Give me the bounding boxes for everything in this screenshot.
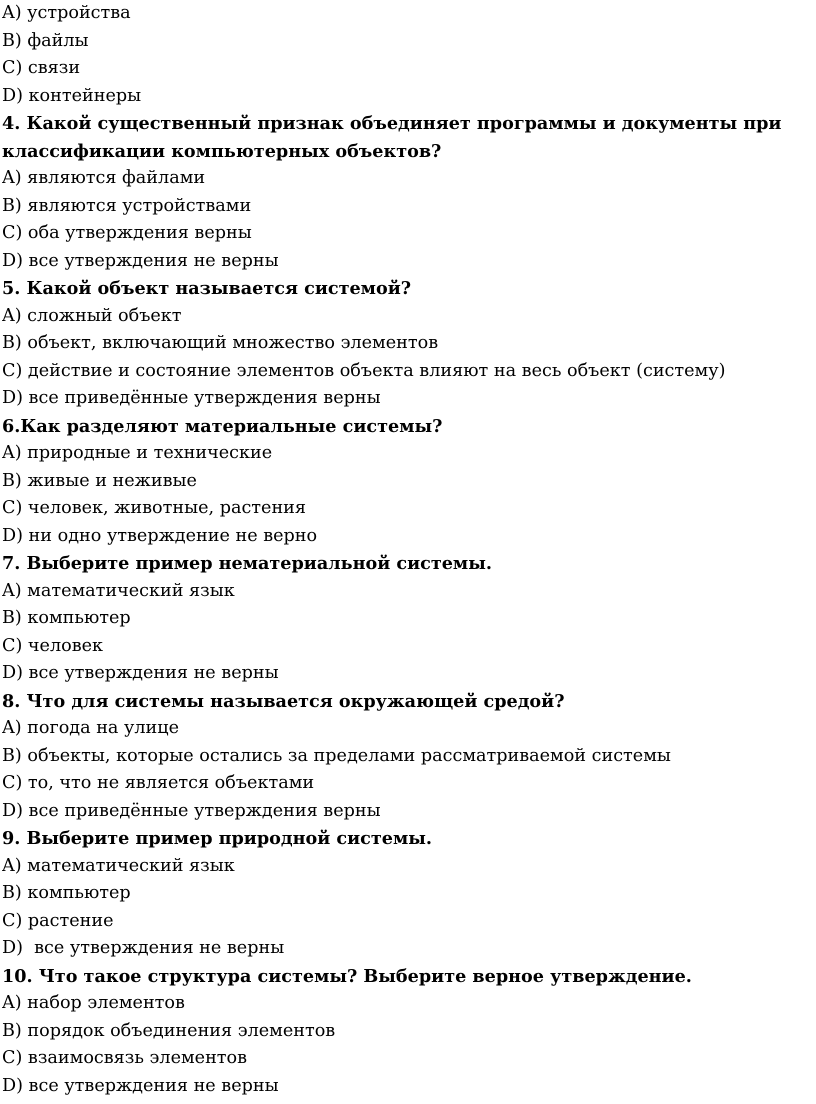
- answer-option: B) файлы: [2, 30, 89, 51]
- question-text: 7. Выберите пример нематериальной системы.: [2, 553, 492, 574]
- answer-option: B) объекты, которые остались за пределами рассматриваемой системы: [2, 745, 671, 766]
- question-text: 8. Что для системы называется окружающей средой?: [2, 690, 565, 712]
- answer-option: A) набор элементов: [2, 993, 185, 1013]
- answer-option: C) оба утверждения верны: [2, 223, 252, 243]
- question-text: 9. Выберите пример природной системы.: [2, 828, 433, 849]
- answer-option: C) растение: [2, 910, 114, 931]
- answer-option: B) компьютер: [2, 883, 131, 903]
- answer-option: A) устройства: [2, 3, 131, 23]
- answer-option: B) живые и неживые: [2, 470, 197, 491]
- answer-option: D) все приведённые утверждения верны: [2, 388, 381, 408]
- question-text: 6.Как разделяют материальные системы?: [2, 415, 443, 437]
- answer-option: D) все утверждения не верны: [2, 938, 285, 958]
- question-text: 10. Что такое структура системы? Выберите верное утверждение.: [2, 965, 692, 987]
- answer-option: C) человек: [2, 635, 104, 656]
- answer-option: D) все утверждения не верны: [2, 663, 279, 683]
- answer-option: B) объект, включающий множество элементов: [2, 333, 439, 353]
- answer-option: D) все приведённые утверждения верны: [2, 800, 381, 821]
- answer-option: C) связи: [2, 58, 81, 78]
- answer-option: D) ни одно утверждение не верно: [2, 525, 318, 546]
- question-text: 4. Какой существенный признак объединяет программы и документы при: [2, 113, 782, 134]
- answer-option: A) сложный объект: [2, 305, 182, 326]
- answer-option: A) математический язык: [2, 855, 235, 876]
- answer-option: B) являются устройствами: [2, 195, 252, 216]
- answer-option: C) то, что не является объектами: [2, 773, 315, 793]
- question-text: 5. Какой объект называется системой?: [2, 278, 412, 299]
- answer-option: A) природные и технические: [2, 443, 273, 463]
- answer-option: C) человек, животные, растения: [2, 498, 306, 518]
- answer-option: A) математический язык: [2, 580, 235, 601]
- question-text: классификации компьютерных объектов?: [2, 140, 442, 162]
- answer-option: D) все утверждения не верны: [2, 1075, 279, 1096]
- answer-option: B) компьютер: [2, 608, 131, 628]
- answer-option: A) являются файлами: [2, 168, 206, 188]
- answer-option: C) взаимосвязь элементов: [2, 1048, 248, 1068]
- answer-option: C) действие и состояние элементов объекта влияют на весь объект (систему): [2, 360, 726, 381]
- answer-option: D) все утверждения не верны: [2, 250, 279, 271]
- answer-option: B) порядок объединения элементов: [2, 1020, 336, 1041]
- answer-option: D) контейнеры: [2, 85, 142, 106]
- answer-option: A) погода на улице: [2, 718, 179, 738]
